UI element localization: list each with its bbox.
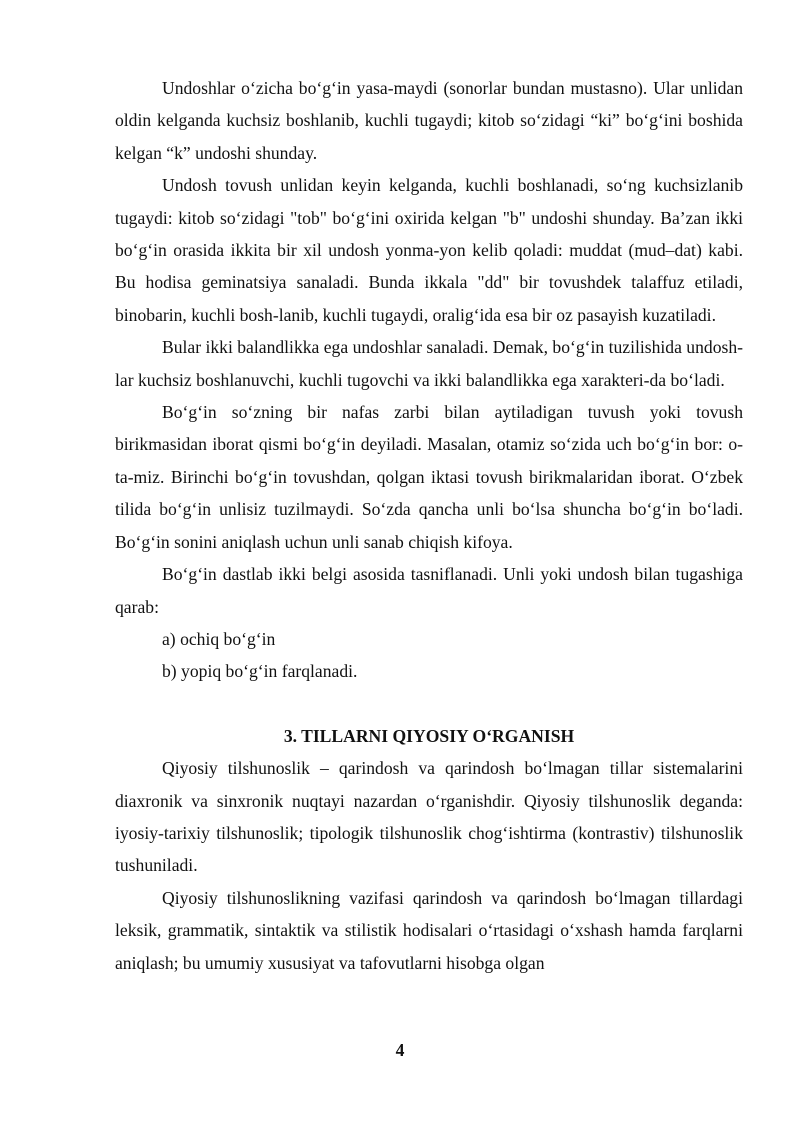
paragraph-comparative-linguistics: Qiyosiy tilshunoslik – qarindosh va qarindosh bo‘lmagan tillar sistemalarini diaxronik va sinxronik nuqtayi nazardan o‘rganishdir. Qiyosiy tilshunoslik deganda: iyosiy-tarixiy tilshunoslik; tipologik tilshunoslik chog‘ishtirma (kontrastiv) tilshunoslik tushuniladi.: [115, 758, 743, 876]
paragraph-consonant-syllable: Undoshlar o‘zicha bo‘g‘in yasa-maydi (sonorlar bundan mustasno). Ular unlidan oldin kelganda kuchsiz boshlanib, kuchli tugaydi; kitob so‘zidagi “ki” bo‘g‘ini boshida kelgan “k” undoshi shunday.: [115, 78, 743, 163]
paragraph-syllable-classification: Bo‘g‘in dastlab ikki belgi asosida tasniflanadi. Unli yoki undosh bilan tugashiga qarab:: [115, 564, 743, 617]
paragraph-two-height-consonants: Bular ikki balandlikka ega undoshlar sanaladi. Demak, bo‘g‘in tuzilishida undosh-lar kuchsiz boshlanuvchi, kuchli tugovchi va ikki balandlikka ega xarakteri-da bo‘ladi.: [115, 337, 743, 390]
paragraph-comparative-linguistics-task: Qiyosiy tilshunoslikning vazifasi qarindosh va qarindosh bo‘lmagan tillardagi leksik, grammatik, sintaktik va stilistik hodisalari o‘rtasidagi o‘xshash hamda farqlarni aniqlash; bu umumiy xususiyat va tafovutlarni hisobga olgan: [115, 887, 743, 973]
list-item-open-syllable: a) ochiq bo‘g‘in: [162, 628, 276, 649]
paragraph-consonant-after-vowel: Undosh tovush unlidan keyin kelganda, kuchli boshlanadi, so‘ng kuchsizlanib tugaydi: kitob so‘zidagi "tob" bo‘g‘ini oxirida kelgan "b" undoshi shunday. Ba’zan ikki bo‘g‘in orasida ikkita bir xil undosh yonma-yon kelib qoladi: muddat (mud–dat) kabi. Bu hodisa geminatsiya sanaladi. Bunda ikkala "dd" bir tovushdek talaffuz etiladi, binobarin, kuchli bosh-lanib, kuchli tugaydi, oralig‘ida esa bir oz pasayish kuzatiladi.: [115, 175, 743, 325]
document-page: [115, 72, 743, 979]
paragraph-syllable-definition: Bo‘g‘in so‘zning bir nafas zarbi bilan aytiladigan tuvush yoki tovush birikmasidan iborat qismi bo‘g‘in deyiladi. Masalan, otamiz so‘zida uch bo‘g‘in bor: o-ta-miz. Birinchi bo‘g‘in tovushdan, qolgan iktasi tovush birikmalaridan iborat. O‘zbek tilida bo‘g‘in unlisiz tuzilmaydi. So‘zda qancha unli bo‘lsa shuncha bo‘g‘in bo‘ladi. Bo‘g‘in sonini aniqlash uchun unli sanab chiqish kifoya.: [115, 402, 743, 552]
list-item-closed-syllable: b) yopiq bo‘g‘in farqlanadi.: [162, 661, 358, 682]
page-number: 4: [395, 1040, 405, 1060]
section-heading: 3. TILLARNI QIYOSIY O‘RGANISH: [283, 725, 575, 746]
